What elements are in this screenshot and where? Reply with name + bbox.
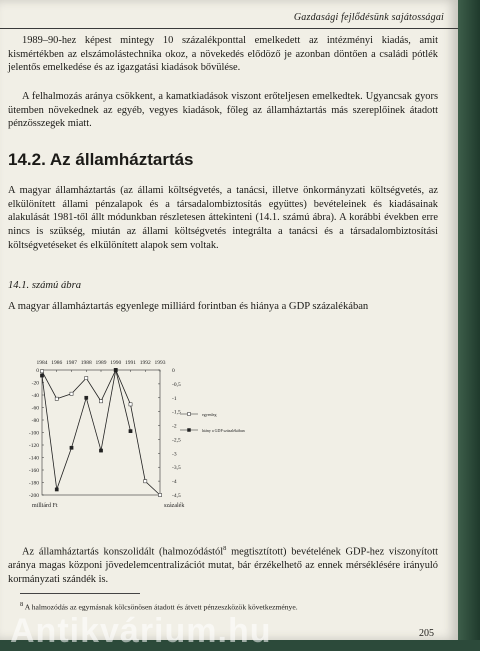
series-line-2 [42,370,131,489]
series-point-2 [114,368,117,371]
left-axis-label: milliárd Ft [32,503,58,509]
x-tick-label: 1989 [95,360,107,366]
series-line-1 [42,370,160,495]
running-head: Gazdasági fejlődésünk sajátosságai [293,12,444,23]
series-point-1 [40,370,43,373]
left-tick-label: -160 [28,468,39,474]
left-tick-label: -40 [31,393,39,399]
series-point-2 [55,488,58,491]
x-tick-label: 1991 [125,360,136,366]
left-tick-label: -180 [28,480,39,487]
legend-label-2: hiány a GDP százalékában [202,427,245,433]
left-tick-label: -80 [31,418,39,424]
figure-title: A magyar államháztartás egyenlege milliárd forintban és hiánya a GDP százalékában [8,301,369,312]
series-point-2 [40,374,43,377]
left-tick-label: 0 [36,368,39,374]
paragraph-4-text-b: megtisztított) bevételének GDP-hez viszonyított aránya magas közponi jövedelemcentralizációt mutat, bár érzékelhető az ennek mérséklésére irányuló kormányzati szándék is. [8,546,438,585]
x-tick-label: 1988 [80,360,92,366]
plot-frame [42,370,160,495]
paragraph-4 [8,542,438,587]
x-tick-label: 1990 [110,360,122,366]
right-tick-label: -0,5 [172,381,181,388]
right-tick-label: -1 [172,395,177,402]
legend-label-1: egyenleg [202,411,217,417]
series-point-1 [144,480,147,483]
right-tick-label: -2,5 [172,437,181,444]
book-cover-edge [458,0,480,640]
footnote-rule [20,593,140,594]
right-tick-label: -3 [172,451,177,458]
series-point-2 [85,396,88,399]
paragraph-2: A felhalmozás aránya csökkent, a kamatkiadások viszont erőteljesen emelkedtek. Ugyancsak gyors ütemben növekednek az egyéb, vegyes kiadások, főleg az államháztartás más szereplőinek átadott pénzösszegek miatt. [8,91,438,130]
section-title: 14.2. Az államháztartás [8,150,194,169]
right-tick-label: 0 [172,368,175,374]
left-tick-label: -20 [31,380,39,387]
figure-label: 14.1. számú ábra [8,280,81,291]
right-tick-label: -2 [172,423,177,430]
series-point-2 [99,449,102,452]
left-tick-label: -60 [31,405,39,412]
series-point-2 [70,446,73,449]
paragraph-1: 1989–90-hez képest mintegy 10 százalékponttal emelkedett az intézményi kiadás, amit kismértékben az elszámolástechnika okoz, a növekedés elődöző je azonban döntően a családi pótlék jelentős emelkedése és az igazgatási kiadások bővülése. [8,35,438,74]
header-rule [0,28,458,29]
page-number: 205 [419,628,434,639]
legend-marker-1 [188,413,191,416]
x-tick-label: 1984 [36,360,48,366]
series-point-1 [85,377,88,380]
series-point-1 [158,493,161,496]
series-point-1 [99,400,102,403]
left-tick-label: -100 [28,430,39,437]
footnote-ref: 8 [223,545,227,552]
footnote [20,600,440,613]
right-axis-label: százalék [164,503,185,509]
series-point-1 [55,397,58,400]
watermark-logo: Antikvárium.hu [10,612,272,650]
series-point-1 [70,392,73,395]
right-tick-label: -4 [172,479,177,486]
series-point-2 [129,430,132,433]
left-tick-label: -140 [28,455,39,462]
series-point-1 [129,403,132,406]
x-tick-label: 1993 [154,360,166,366]
right-tick-label: -3,5 [172,465,181,472]
paragraph-4-text-a: Az államháztartás konszolidált (halmozódástól [22,546,224,558]
paragraph-3: A magyar államháztartás (az állami költségvetés, a tanácsi, illetve önkormányzati költségvetés, az elkülönített állami pénzalapok és a társadalombiztosítás együttes) bevételeinek és kiadásainak alakulását 1981-től állt módunkban részletesen áttekinteni (14.1. számú ábra). A korábbi években erre nincs is szükség, miután az állami költségvetés integrálta a tanácsi és a társadalombiztosítási költségvetéseket és elkülönített alapok sem voltak. [8,185,438,251]
footnote-mark: 8 [20,601,24,608]
balance-chart [30,350,258,510]
x-tick-label: 1992 [139,360,151,366]
legend-marker-2 [188,429,191,432]
x-tick-label: 1987 [66,360,77,366]
left-tick-label: -120 [28,443,39,449]
left-tick-label: -200 [28,493,39,499]
right-tick-label: -4,5 [172,493,181,499]
x-tick-label: 1986 [51,360,63,366]
footnote-text: A halmozódás az egymásnak kölcsönösen átadott és átvett pénzeszközök következménye. [24,602,298,612]
right-tick-label: -1,5 [172,409,181,416]
